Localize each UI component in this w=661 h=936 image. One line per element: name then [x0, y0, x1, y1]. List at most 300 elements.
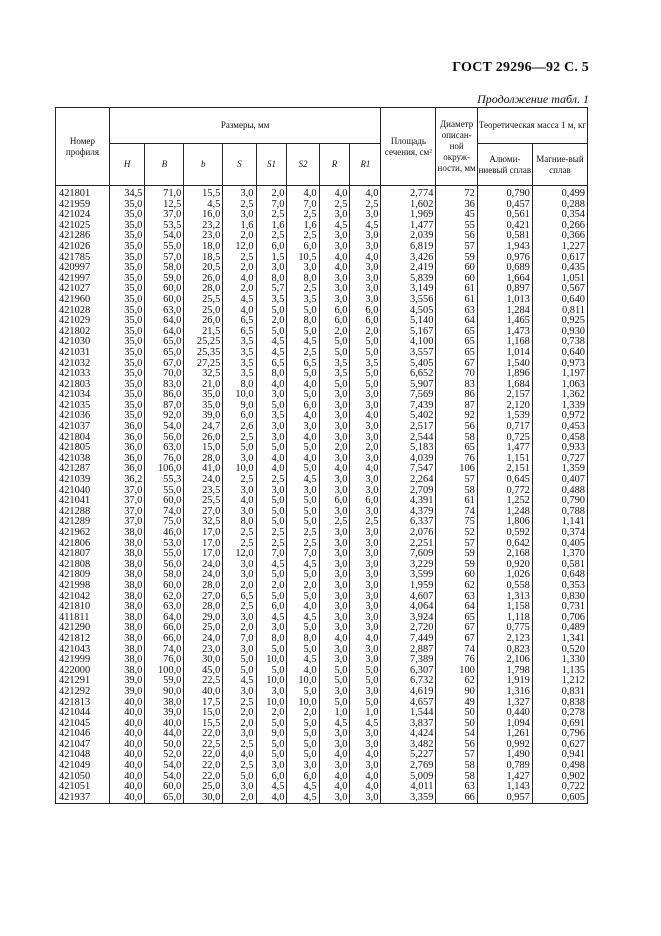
- table-cell: 58,0: [145, 263, 184, 274]
- table-cell: 3,5: [287, 295, 319, 306]
- table-cell: 2,0: [287, 708, 319, 719]
- table-cell: 7,569: [381, 390, 436, 401]
- table-cell: 3,924: [381, 613, 436, 624]
- table-cell: 2,5: [319, 200, 350, 211]
- table-cell: 25,25: [184, 337, 223, 348]
- table-cell: 10,0: [287, 676, 319, 687]
- profile-number-cell: 421809: [56, 570, 110, 581]
- profile-number-cell: 420997: [56, 263, 110, 274]
- table-cell: 22,0: [184, 729, 223, 740]
- table-cell: 3,0: [223, 560, 256, 571]
- table-cell: 86,0: [145, 390, 184, 401]
- table-cell: 40,0: [184, 687, 223, 698]
- table-cell: 2,0: [319, 327, 350, 338]
- table-cell: 44,0: [145, 729, 184, 740]
- table-cell: 3,0: [256, 486, 287, 497]
- table-cell: 10,0: [287, 698, 319, 709]
- table-cell: 39,0: [109, 676, 145, 687]
- table-cell: 56: [436, 231, 477, 242]
- table-cell: 5,907: [381, 380, 436, 391]
- table-cell: 1,013: [477, 295, 532, 306]
- table-cell: 3,0: [350, 793, 381, 804]
- table-cell: 0,823: [477, 645, 532, 656]
- table-cell: 2,5: [350, 200, 381, 211]
- table-cell: 2,5: [287, 210, 319, 221]
- table-cell: 3,0: [319, 613, 350, 624]
- table-row: [56, 634, 588, 645]
- table-cell: 87: [436, 401, 477, 412]
- table-cell: 2,0: [223, 793, 256, 804]
- table-cell: 46,0: [145, 528, 184, 539]
- profile-number-cell: 421959: [56, 200, 110, 211]
- table-row: [56, 348, 588, 359]
- table-cell: 63,0: [145, 602, 184, 613]
- table-cell: 35,0: [184, 401, 223, 412]
- table-cell: 2,5: [287, 284, 319, 295]
- table-cell: 35,0: [109, 210, 145, 221]
- table-cell: 35,0: [109, 359, 145, 370]
- table-row: [56, 295, 588, 306]
- table-cell: 0,617: [532, 253, 587, 264]
- table-cell: 66: [436, 793, 477, 804]
- profile-number-cell: 421937: [56, 793, 110, 804]
- table-cell: 50,0: [145, 740, 184, 751]
- table-cell: 15,5: [184, 719, 223, 730]
- table-cell: 50: [436, 708, 477, 719]
- table-cell: 1,919: [477, 676, 532, 687]
- profile-number-cell: 421028: [56, 306, 110, 317]
- profile-number-cell: 421812: [56, 634, 110, 645]
- table-cell: 57: [436, 242, 477, 253]
- table-cell: 1,477: [381, 221, 436, 232]
- table-cell: 0,581: [477, 231, 532, 242]
- table-cell: 1,473: [477, 327, 532, 338]
- table-cell: 5,0: [256, 306, 287, 317]
- profile-number-cell: 421047: [56, 740, 110, 751]
- table-cell: 64,0: [145, 316, 184, 327]
- table-cell: 6,0: [350, 316, 381, 327]
- profile-number-cell: 421289: [56, 517, 110, 528]
- table-cell: 3,0: [319, 475, 350, 486]
- table-cell: 3,0: [350, 231, 381, 242]
- table-cell: 4,0: [350, 253, 381, 264]
- table-cell: 4,0: [256, 454, 287, 465]
- table-cell: 0,421: [477, 221, 532, 232]
- table-cell: 3,0: [350, 210, 381, 221]
- table-cell: 55,0: [145, 549, 184, 560]
- table-cell: 4,100: [381, 337, 436, 348]
- table-cell: 2,887: [381, 645, 436, 656]
- table-cell: 0,498: [532, 761, 587, 772]
- table-cell: 3,0: [319, 284, 350, 295]
- profile-number-cell: 421037: [56, 422, 110, 433]
- table-cell: 0,976: [477, 253, 532, 264]
- table-cell: 12,0: [223, 242, 256, 253]
- table-cell: 35,0: [109, 295, 145, 306]
- table-cell: 65,0: [145, 793, 184, 804]
- table-cell: 3,0: [350, 549, 381, 560]
- table-cell: 29,0: [184, 613, 223, 624]
- table-cell: 5,009: [381, 772, 436, 783]
- table-cell: 35,0: [109, 337, 145, 348]
- table-cell: 6,0: [287, 401, 319, 412]
- table-cell: 6,652: [381, 369, 436, 380]
- table-cell: 58: [436, 433, 477, 444]
- profile-number-cell: 421960: [56, 295, 110, 306]
- profile-number-cell: 421045: [56, 719, 110, 730]
- table-cell: 27,0: [184, 592, 223, 603]
- profile-number-cell: 421997: [56, 274, 110, 285]
- table-row: [56, 528, 588, 539]
- table-cell: 1,544: [381, 708, 436, 719]
- table-cell: 7,0: [287, 549, 319, 560]
- table-cell: 74,0: [145, 645, 184, 656]
- table-cell: 35,0: [109, 306, 145, 317]
- table-cell: 39,0: [145, 708, 184, 719]
- table-cell: 60,0: [145, 581, 184, 592]
- table-cell: 3,5: [223, 369, 256, 380]
- profile-number-cell: 421051: [56, 782, 110, 793]
- table-cell: 0,645: [477, 475, 532, 486]
- table-cell: 3,0: [350, 613, 381, 624]
- table-cell: 4,391: [381, 496, 436, 507]
- col-header-R: R: [319, 144, 350, 186]
- table-cell: 3,0: [350, 284, 381, 295]
- table-cell: 36,0: [109, 433, 145, 444]
- col-header-area: [381, 108, 436, 186]
- table-cell: 3,0: [223, 729, 256, 740]
- table-cell: 7,0: [256, 549, 287, 560]
- table-cell: 5,0: [350, 369, 381, 380]
- table-cell: 37,0: [109, 507, 145, 518]
- table-cell: 3,229: [381, 560, 436, 571]
- profile-number-cell: 421044: [56, 708, 110, 719]
- table-cell: 17,0: [184, 539, 223, 550]
- table-cell: 76,0: [145, 454, 184, 465]
- table-cell: 55,3: [145, 475, 184, 486]
- table-cell: 54,0: [145, 772, 184, 783]
- table-cell: 5,7: [256, 284, 287, 295]
- table-cell: 0,640: [532, 295, 587, 306]
- table-cell: 3,5: [319, 369, 350, 380]
- table-cell: 53,5: [145, 221, 184, 232]
- table-cell: 35,0: [109, 348, 145, 359]
- table-cell: 5,0: [287, 369, 319, 380]
- col-header-diameter: Диаметр описан-ной окруж-ности, мм: [436, 108, 477, 186]
- table-cell: 2,419: [381, 263, 436, 274]
- table-cell: 65,0: [145, 337, 184, 348]
- table-cell: 38,0: [109, 560, 145, 571]
- table-cell: 4,657: [381, 698, 436, 709]
- table-cell: 2,0: [287, 581, 319, 592]
- table-cell: 0,605: [532, 793, 587, 804]
- table-cell: 4,5: [287, 793, 319, 804]
- table-cell: 2,0: [223, 581, 256, 592]
- table-cell: 35,0: [109, 263, 145, 274]
- table-cell: 17,5: [184, 698, 223, 709]
- table-cell: 60,0: [145, 496, 184, 507]
- table-cell: 18,0: [184, 242, 223, 253]
- table-cell: 5,0: [223, 666, 256, 677]
- table-cell: 3,0: [256, 761, 287, 772]
- table-cell: 2,5: [287, 348, 319, 359]
- table-cell: 0,374: [532, 528, 587, 539]
- table-cell: 2,123: [477, 634, 532, 645]
- table-cell: 2,0: [223, 623, 256, 634]
- table-cell: 36,0: [109, 422, 145, 433]
- table-cell: 22,0: [184, 772, 223, 783]
- table-cell: 6,307: [381, 666, 436, 677]
- table-cell: 2,0: [223, 719, 256, 730]
- table-cell: 58,0: [145, 570, 184, 581]
- table-cell: 5,0: [319, 666, 350, 677]
- table-cell: 2,5: [256, 231, 287, 242]
- table-cell: 4,505: [381, 306, 436, 317]
- table-cell: 40,0: [109, 782, 145, 793]
- table-cell: 3,0: [350, 528, 381, 539]
- table-cell: 6,5: [256, 359, 287, 370]
- table-cell: 5,0: [287, 496, 319, 507]
- table-cell: 60,0: [145, 782, 184, 793]
- table-cell: 3,0: [319, 560, 350, 571]
- table-cell: 1,6: [287, 221, 319, 232]
- table-cell: 35,0: [109, 221, 145, 232]
- table-cell: 55,0: [145, 242, 184, 253]
- table-cell: 1,896: [477, 369, 532, 380]
- table-cell: 1,143: [477, 782, 532, 793]
- table-cell: 64,0: [145, 613, 184, 624]
- table-cell: 22,5: [184, 676, 223, 687]
- table-cell: 66,0: [145, 634, 184, 645]
- table-cell: 3,0: [287, 263, 319, 274]
- table-cell: 38,0: [109, 570, 145, 581]
- table-cell: 7,609: [381, 549, 436, 560]
- area-label: Площадь сечения, см²: [384, 135, 432, 157]
- table-cell: 1,664: [477, 274, 532, 285]
- table-cell: 6,0: [319, 316, 350, 327]
- table-cell: 6,0: [223, 411, 256, 422]
- table-cell: 3,0: [350, 539, 381, 550]
- table-cell: 4,0: [223, 306, 256, 317]
- table-cell: 5,0: [287, 390, 319, 401]
- table-cell: 26,0: [184, 274, 223, 285]
- table-cell: 5,0: [319, 337, 350, 348]
- table-cell: 38,0: [109, 623, 145, 634]
- table-cell: 0,353: [532, 581, 587, 592]
- table-cell: 0,266: [532, 221, 587, 232]
- table-cell: 3,0: [319, 231, 350, 242]
- table-cell: 4,0: [287, 186, 319, 200]
- table-cell: 5,0: [287, 517, 319, 528]
- table-cell: 8,0: [256, 274, 287, 285]
- table-cell: 75: [436, 517, 477, 528]
- table-cell: 17,0: [184, 549, 223, 560]
- profile-number-cell: 421807: [56, 549, 110, 560]
- table-cell: 52,0: [145, 750, 184, 761]
- table-cell: 3,0: [223, 613, 256, 624]
- table-cell: 0,811: [532, 306, 587, 317]
- table-cell: 0,941: [532, 750, 587, 761]
- table-cell: 3,0: [223, 687, 256, 698]
- table-cell: 25,5: [184, 496, 223, 507]
- table-cell: 1,051: [532, 274, 587, 285]
- col-header-profile-number: Номер профиля: [56, 108, 110, 186]
- table-cell: 2,264: [381, 475, 436, 486]
- table-cell: 70: [436, 369, 477, 380]
- table-cell: 1,094: [477, 719, 532, 730]
- table-cell: 63,0: [145, 306, 184, 317]
- table-cell: 25,0: [184, 623, 223, 634]
- table-cell: 60: [436, 274, 477, 285]
- table-cell: 4,5: [319, 221, 350, 232]
- table-cell: 3,0: [223, 507, 256, 518]
- table-cell: 0,407: [532, 475, 587, 486]
- profile-number-cell: 421026: [56, 242, 110, 253]
- table-cell: 7,0: [287, 200, 319, 211]
- table-cell: 0,457: [477, 200, 532, 211]
- table-cell: 1,063: [532, 380, 587, 391]
- table-cell: 5,0: [319, 380, 350, 391]
- table-cell: 2,0: [223, 284, 256, 295]
- table-cell: 8,0: [223, 517, 256, 528]
- profile-number-cell: 421035: [56, 401, 110, 412]
- table-cell: 3,0: [319, 623, 350, 634]
- table-cell: 5,0: [350, 676, 381, 687]
- table-cell: 2,517: [381, 422, 436, 433]
- table-cell: 5,0: [287, 623, 319, 634]
- table-cell: 1,6: [256, 221, 287, 232]
- profile-number-cell: 421804: [56, 433, 110, 444]
- table-cell: 2,5: [223, 740, 256, 751]
- table-cell: 0,717: [477, 422, 532, 433]
- table-cell: 0,925: [532, 316, 587, 327]
- table-cell: 2,5: [223, 528, 256, 539]
- table-cell: 5,0: [350, 380, 381, 391]
- table-cell: 38,0: [109, 666, 145, 677]
- table-cell: 1,141: [532, 517, 587, 528]
- table-cell: 1,248: [477, 507, 532, 518]
- table-cell: 3,0: [319, 793, 350, 804]
- table-cell: 4,0: [319, 750, 350, 761]
- table-cell: 40,0: [109, 698, 145, 709]
- table-cell: 3,0: [223, 645, 256, 656]
- table-cell: 40,0: [109, 719, 145, 730]
- table-cell: 1,5: [256, 253, 287, 264]
- profile-number-cell: 421031: [56, 348, 110, 359]
- table-cell: 5,0: [256, 517, 287, 528]
- table-cell: 4,0: [319, 782, 350, 793]
- table-cell: 61: [436, 496, 477, 507]
- table-cell: 4,5: [184, 200, 223, 211]
- table-cell: 3,0: [319, 761, 350, 772]
- table-cell: 6,5: [223, 327, 256, 338]
- table-cell: 5,0: [223, 772, 256, 783]
- profile-number-cell: 421805: [56, 443, 110, 454]
- table-cell: 3,0: [256, 422, 287, 433]
- table-cell: 4,0: [287, 380, 319, 391]
- table-cell: 59: [436, 253, 477, 264]
- table-cell: 54: [436, 729, 477, 740]
- table-row: [56, 242, 588, 253]
- table-cell: 0,567: [532, 284, 587, 295]
- table-row: [56, 687, 588, 698]
- table-cell: 6,0: [319, 496, 350, 507]
- table-cell: 0,278: [532, 708, 587, 719]
- table-cell: 2,5: [256, 475, 287, 486]
- table-cell: 5,0: [256, 666, 287, 677]
- table-cell: 0,458: [532, 433, 587, 444]
- table-cell: 0,366: [532, 231, 587, 242]
- table-cell: 5,0: [287, 729, 319, 740]
- table-cell: 5,0: [287, 570, 319, 581]
- table-cell: 3,0: [319, 401, 350, 412]
- table-cell: 0,973: [532, 359, 587, 370]
- table-cell: 2,5: [256, 210, 287, 221]
- table-cell: 2,5: [287, 528, 319, 539]
- table-cell: 3,0: [350, 433, 381, 444]
- table-cell: 53,0: [145, 539, 184, 550]
- table-cell: 67: [436, 634, 477, 645]
- profile-number-cell: 421802: [56, 327, 110, 338]
- table-cell: 3,0: [350, 401, 381, 412]
- table-cell: 65: [436, 443, 477, 454]
- table-cell: 10,0: [256, 698, 287, 709]
- table-cell: 3,0: [319, 295, 350, 306]
- table-cell: 35,0: [109, 253, 145, 264]
- table-cell: 6,0: [256, 242, 287, 253]
- table-cell: 3,5: [350, 359, 381, 370]
- table-cell: 0,640: [532, 348, 587, 359]
- table-cell: 1,284: [477, 306, 532, 317]
- table-cell: 28,0: [184, 284, 223, 295]
- table-cell: 4,0: [319, 464, 350, 475]
- table-cell: 2,774: [381, 186, 436, 200]
- table-cell: 75,0: [145, 517, 184, 528]
- table-cell: 4,5: [350, 719, 381, 730]
- table-cell: 54,0: [145, 422, 184, 433]
- table-cell: 2,5: [223, 475, 256, 486]
- table-cell: 63,0: [145, 443, 184, 454]
- table-cell: 1,151: [477, 454, 532, 465]
- table-cell: 34,5: [109, 186, 145, 200]
- table-cell: 10,0: [256, 655, 287, 666]
- table-cell: 3,0: [319, 655, 350, 666]
- table-cell: 83: [436, 380, 477, 391]
- table-cell: 5,0: [256, 750, 287, 761]
- table-cell: 2,5: [350, 517, 381, 528]
- table-cell: 60: [436, 570, 477, 581]
- table-cell: 5,0: [319, 676, 350, 687]
- table-cell: 1,330: [532, 655, 587, 666]
- table-cell: 1,026: [477, 570, 532, 581]
- table-cell: 28,0: [184, 581, 223, 592]
- table-cell: 3,0: [223, 210, 256, 221]
- table-cell: 3,0: [319, 390, 350, 401]
- table-cell: 3,5: [223, 337, 256, 348]
- table-cell: 1,168: [477, 337, 532, 348]
- table-cell: 1,327: [477, 698, 532, 709]
- table-cell: 45,0: [184, 666, 223, 677]
- table-cell: 4,011: [381, 782, 436, 793]
- page-header: ГОСТ 29296—92 С. 5: [452, 60, 589, 75]
- table-cell: 1,798: [477, 666, 532, 677]
- table-cell: 41,0: [184, 464, 223, 475]
- table-cell: 38,0: [145, 698, 184, 709]
- table-cell: 6,0: [350, 306, 381, 317]
- table-cell: 2,0: [256, 186, 287, 200]
- table-cell: 2,0: [256, 581, 287, 592]
- profile-number-cell: 421034: [56, 390, 110, 401]
